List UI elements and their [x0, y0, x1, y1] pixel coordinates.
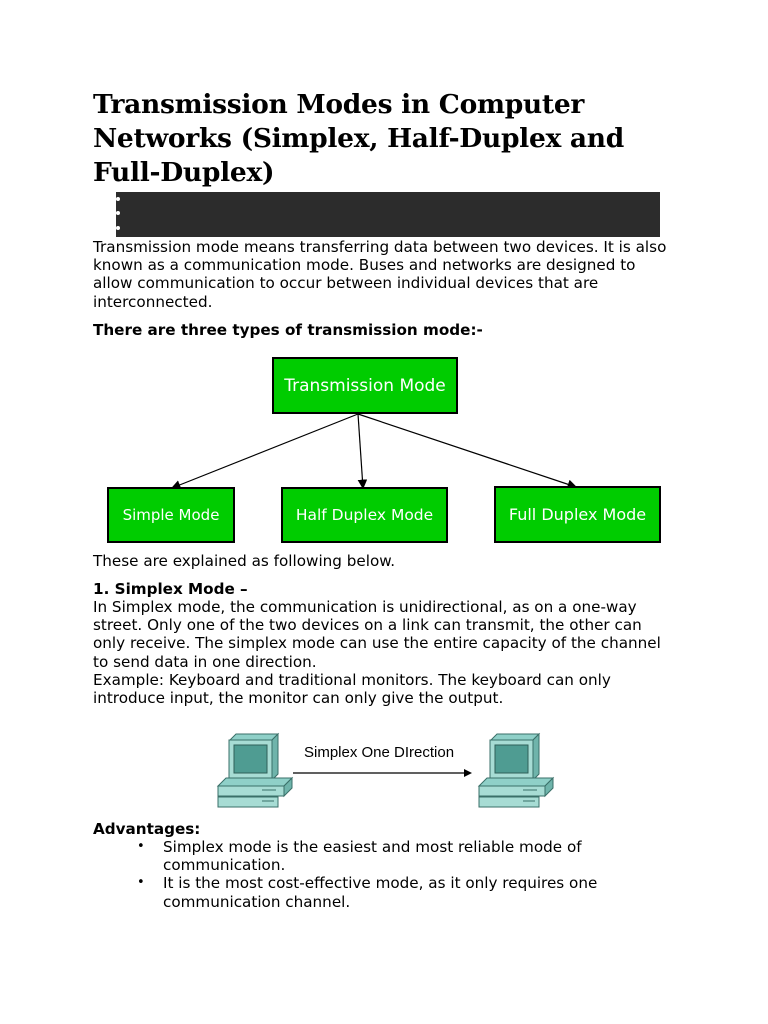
computer-icon	[479, 734, 553, 807]
advantages-list	[93, 838, 673, 911]
simplex-body: In Simplex mode, the communication is unidirectional, as on a one-way street. Only one of the two devices on a link can transmit, the other can only receive. The simplex mode can use the entire capacity of the channel to send data in one direction.	[93, 598, 661, 671]
simplex-example: Example: Keyboard and traditional monitors. The keyboard can only introduce input, the monitor can only give the output.	[93, 671, 611, 708]
page-title: Transmission Modes in Computer Networks (Simplex, Half-Duplex and Full-Duplex)	[93, 89, 624, 188]
node-full-duplex-mode: Full Duplex Mode	[494, 486, 661, 543]
types-heading: There are three types of transmission mode:-	[93, 321, 483, 339]
diagram-arrow	[172, 414, 358, 488]
node-half-duplex-mode: Half Duplex Mode	[281, 487, 448, 543]
simplex-heading: 1. Simplex Mode –	[93, 580, 248, 598]
simplex-figure-label: Simplex One DIrection	[304, 744, 455, 761]
node-simple-mode: Simple Mode	[107, 487, 235, 543]
diagram-arrow	[358, 414, 576, 487]
arrowhead-icon	[464, 769, 472, 777]
list-item: • Simplex mode is the easiest and most reliable mode of communication.	[93, 838, 673, 874]
computer-icon	[218, 734, 292, 807]
intro-paragraph: Transmission mode means transferring data between two devices. It is also known as a communication mode. Buses and networks are designed to allow communication to occur between individual devices that are interconnected.	[93, 238, 667, 311]
advantages-heading: Advantages:	[93, 820, 201, 838]
explained-text: These are explained as following below.	[93, 552, 396, 570]
node-transmission-mode: Transmission Mode	[272, 357, 458, 414]
diagram-arrow	[358, 414, 363, 488]
list-item: • It is the most cost-effective mode, as it only requires one communication channel.	[93, 874, 673, 910]
